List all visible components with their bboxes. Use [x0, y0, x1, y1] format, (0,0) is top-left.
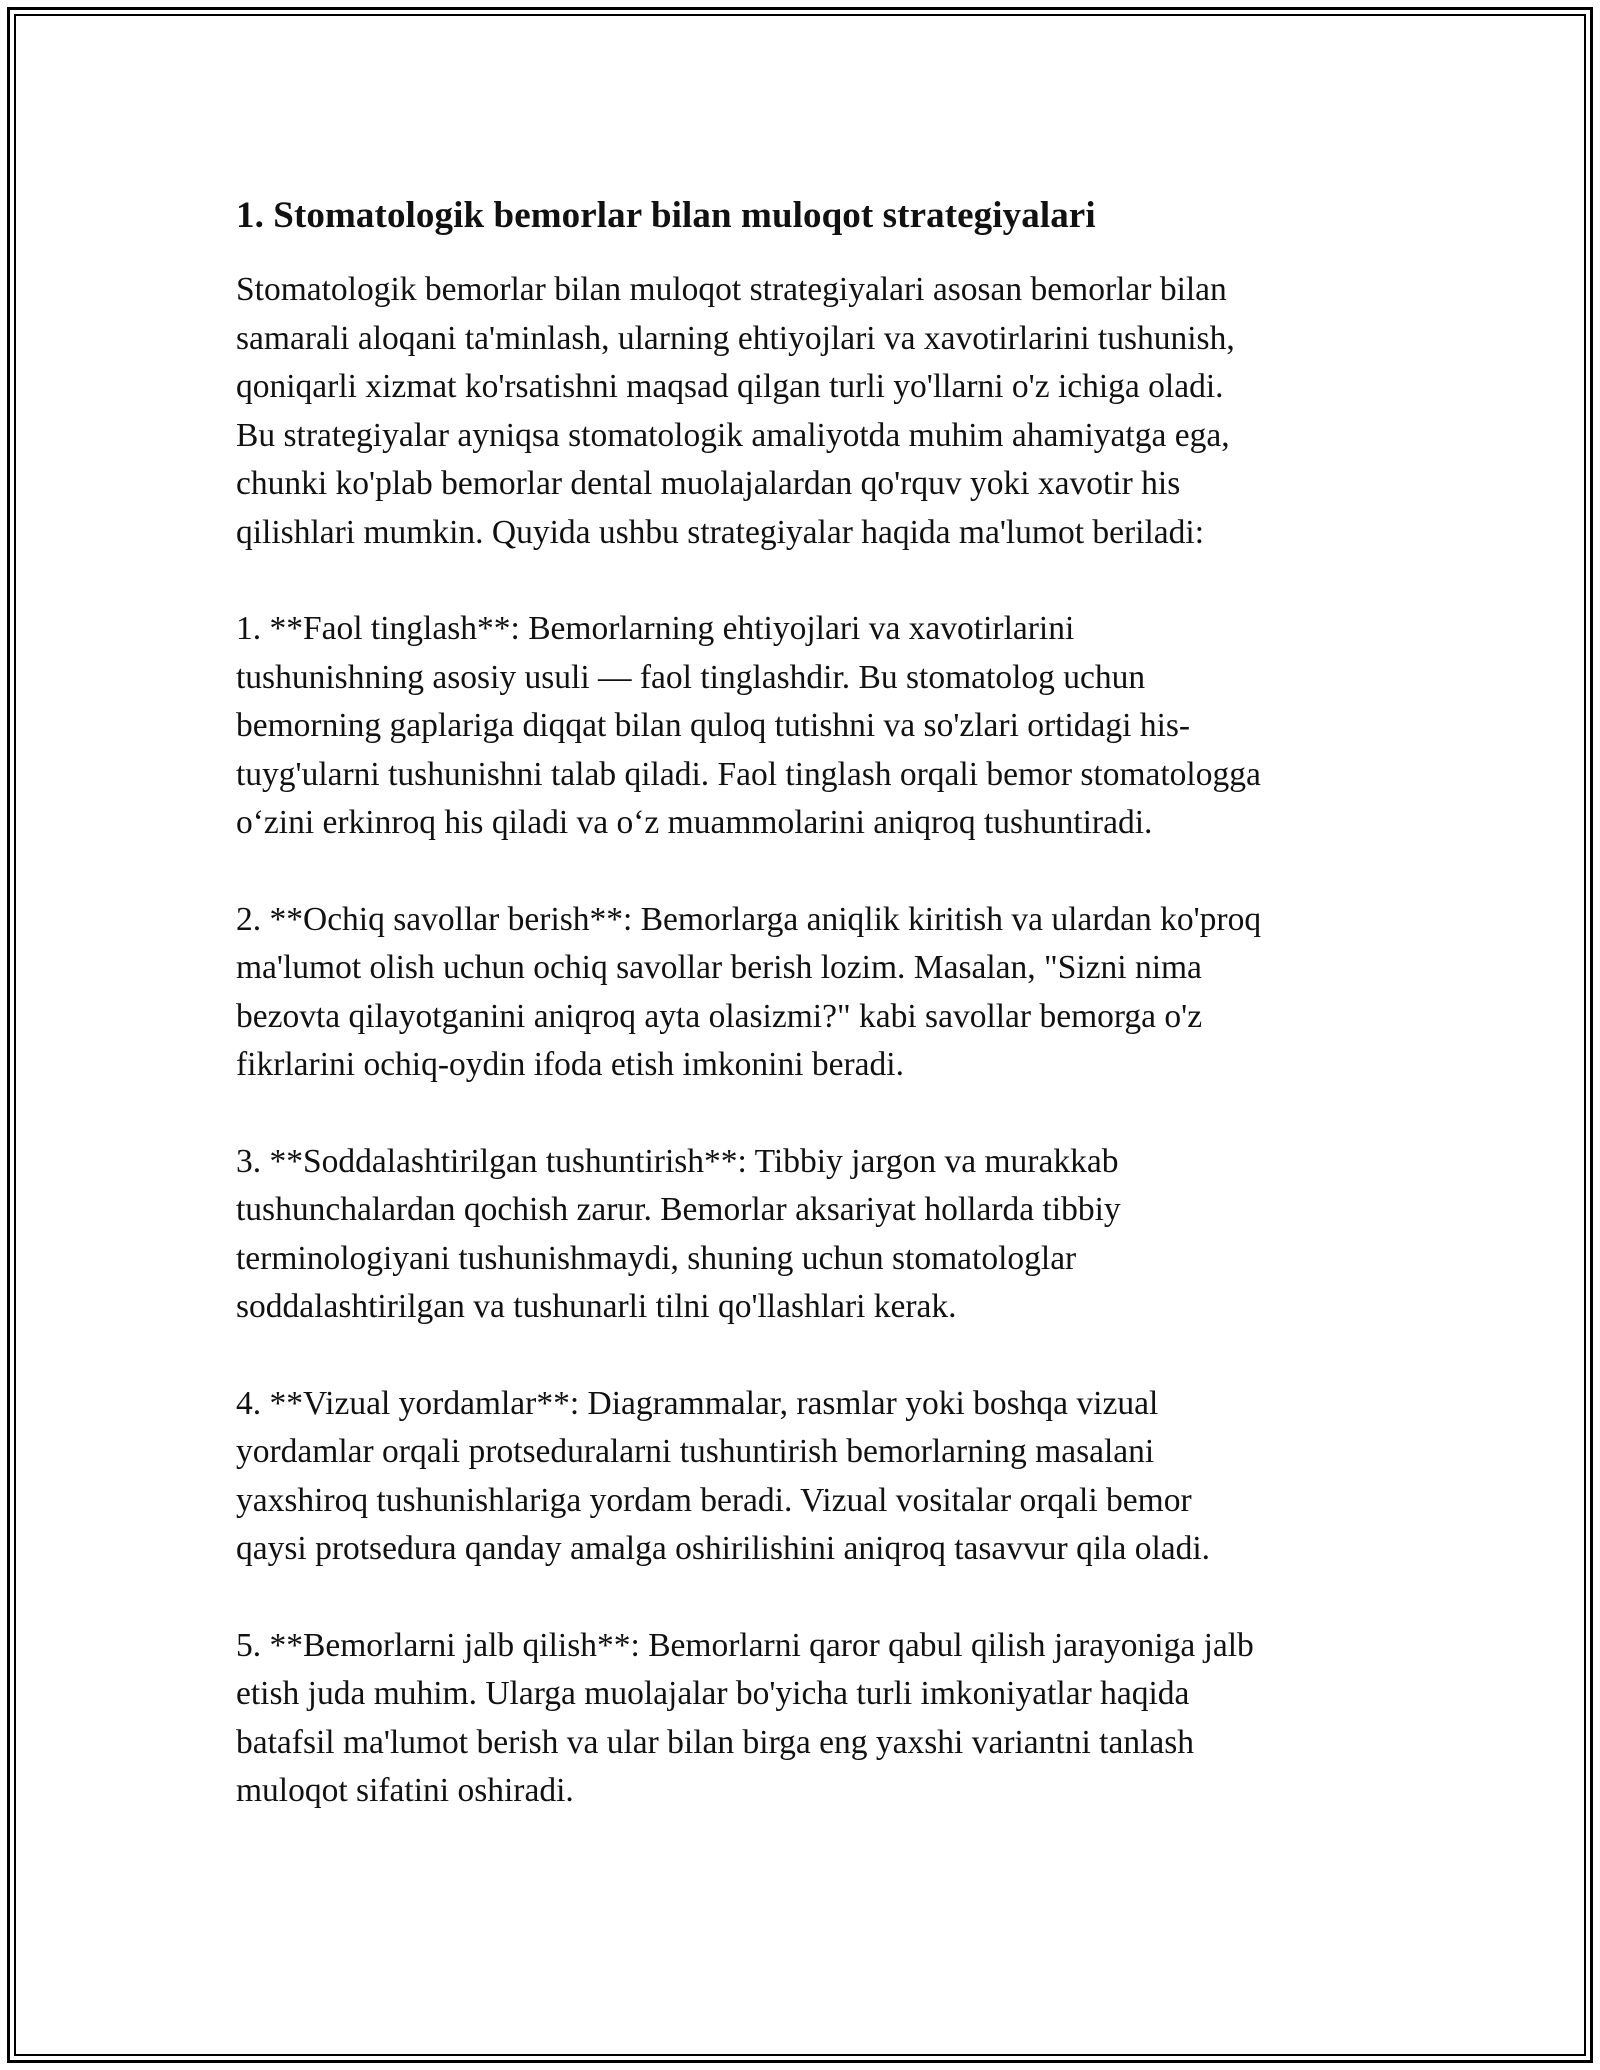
- strategy-item-visual-aids: 4. **Vizual yordamlar**: Diagrammalar, rasmlar yoki boshqa vizual yordamlar orqali protseduralarni tushuntirish bemorlarning masalani yaxshiroq tushunishlariga yordam beradi. Vizual vositalar orqali bemor qaysi protsedura qanday amalga oshirilishini aniqroq tasavvur qila oladi.: [236, 1384, 1211, 1567]
- strategy-item-simplified-explanation: 3. **Soddalashtirilgan tushuntirish**: Tibbiy jargon va murakkab tushunchalardan qochish zarur. Bemorlar aksariyat hollarda tibbiy terminologiyani tushunishmaydi, shuning uchun stomatologlar soddalashtirilgan va tushunarli tilni qo'llashlari kerak.: [236, 1142, 1121, 1325]
- strategy-item-patient-engagement: 5. **Bemorlarni jalb qilish**: Bemorlarni qaror qabul qilish jarayoniga jalb etish juda muhim. Ularga muolajalar bo'yicha turli imkoniyatlar haqida batafsil ma'lumot berish va ular bilan birga eng yaxshi variantni tanlash muloqot sifatini oshiradi.: [236, 1626, 1254, 1809]
- document-body: [236, 188, 1376, 1864]
- intro-paragraph: Stomatologik bemorlar bilan muloqot strategiyalari asosan bemorlar bilan samarali aloqani ta'minlash, ularning ehtiyojlari va xavotirlarini tushunish, qoniqarli xizmat ko'rsatishni maqsad qilgan turli yo'llarni o'z ichiga oladi. Bu strategiyalar ayniqsa stomatologik amaliyotda muhim ahamiyatga ega, chunki ko'plab bemorlar dental muolajalardan qo'rquv yoki xavotir his qilishlari mumkin. Quyida ushbu strategiyalar haqida ma'lumot beriladi:: [236, 271, 1235, 551]
- strategy-item-active-listening: 1. **Faol tinglash**: Bemorlarning ehtiyojlari va xavotirlarini tushunishning asosiy usuli — faol tinglashdir. Bu stomatolog uchun bemorning gaplariga diqqat bilan quloq tutishni va so'zlari ortidagi his- tuyg'ularni tushunishni talab qiladi. Faol tinglash orqali bemor stomatologga o‘zini erkinroq his qiladi va o‘z muammolarini aniqroq tushuntiradi.: [236, 610, 1261, 841]
- document-title: 1. Stomatologik bemorlar bilan muloqot strategiyalari: [236, 195, 1096, 236]
- strategy-item-open-questions: 2. **Ochiq savollar berish**: Bemorlarga aniqlik kiritish va ulardan ko'proq ma'lumot olish uchun ochiq savollar berish lozim. Masalan, "Sizni nima bezovta qilayotganini aniqroq ayta olasizmi?" kabi savollar bemorga o'z fikrlarini ochiq-oydin ifoda etish imkonini beradi.: [236, 900, 1262, 1083]
